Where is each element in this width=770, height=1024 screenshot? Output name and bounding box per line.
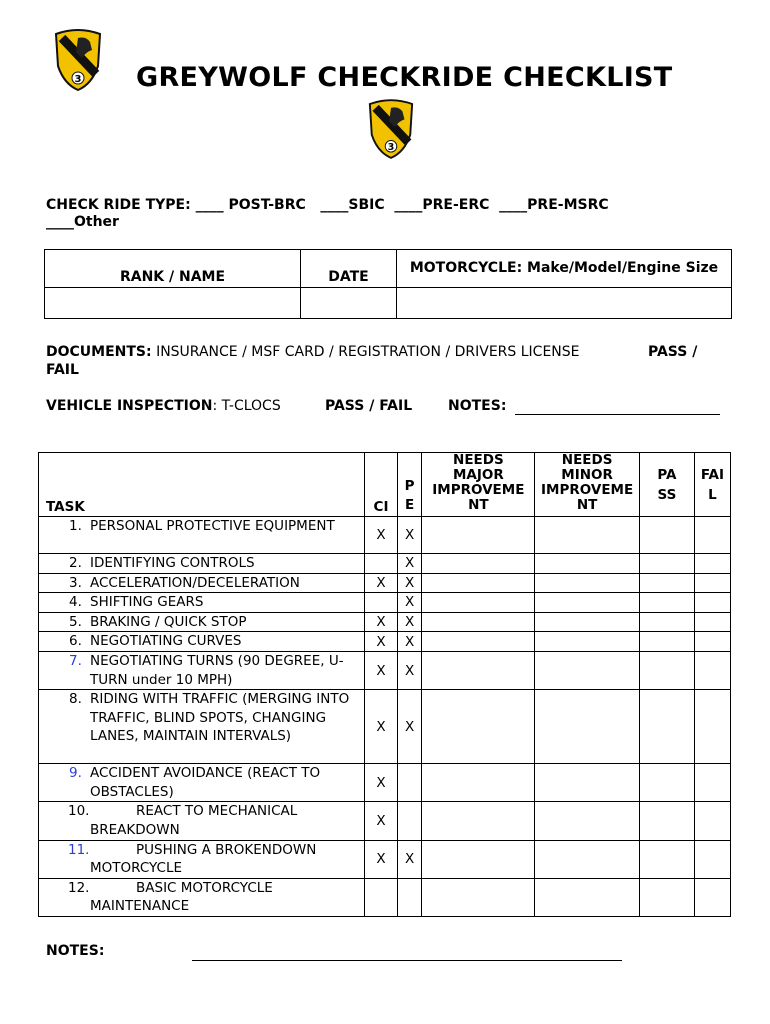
- page-title: GREYWOLF CHECKRIDE CHECKLIST: [136, 62, 673, 93]
- major-improvement-cell[interactable]: [422, 517, 535, 554]
- svg-text:3: 3: [387, 142, 395, 154]
- pass-cell[interactable]: [639, 593, 694, 613]
- check-ride-type: [46, 197, 609, 213]
- ci-mark[interactable]: X: [365, 802, 397, 840]
- fail-cell[interactable]: [694, 802, 730, 840]
- ci-mark[interactable]: X: [365, 840, 397, 878]
- table-row: [39, 517, 731, 554]
- pe-mark[interactable]: [397, 878, 422, 916]
- task-text: PERSONAL PROTECTIVE EQUIPMENT: [90, 518, 335, 534]
- pass-cell[interactable]: [639, 878, 694, 916]
- table-row: [39, 612, 731, 632]
- major-improvement-cell[interactable]: [422, 612, 535, 632]
- task-number: 12.: [68, 879, 90, 896]
- task-text: SHIFTING GEARS: [90, 594, 204, 611]
- check-ride-label: CHECK RIDE TYPE:: [46, 197, 191, 213]
- task-number: 1.: [69, 518, 82, 534]
- documents-label: DOCUMENTS:: [46, 344, 152, 360]
- documents-result-fail[interactable]: FAIL: [46, 362, 79, 378]
- task-number: 5.: [69, 613, 82, 630]
- vehicle-inspection-result[interactable]: PASS / FAIL: [325, 398, 413, 414]
- table-row: [39, 593, 731, 613]
- pe-mark[interactable]: X: [397, 554, 422, 574]
- vehicle-inspection-text: T-CLOCS: [221, 398, 281, 414]
- svg-text:3: 3: [74, 74, 82, 85]
- task-cell: [39, 840, 365, 878]
- pass-cell[interactable]: [639, 612, 694, 632]
- minor-improvement-cell[interactable]: [535, 612, 640, 632]
- table-row: [39, 651, 731, 689]
- option-post-brc[interactable]: POST-BRC: [228, 197, 306, 213]
- task-number: 9.: [69, 765, 82, 782]
- ci-mark[interactable]: [365, 554, 397, 574]
- pass-header: PA SS: [639, 453, 694, 517]
- ci-mark[interactable]: X: [365, 632, 397, 652]
- pass-cell[interactable]: [639, 802, 694, 840]
- option-pre-msrc[interactable]: ____PRE-MSRC: [499, 197, 609, 213]
- info-table: [44, 249, 732, 319]
- vehicle-inspection-line: [46, 398, 281, 414]
- task-cell: [39, 612, 365, 632]
- task-cell: [39, 573, 365, 593]
- rank-name-header: RANK / NAME: [45, 250, 301, 288]
- fail-cell[interactable]: [694, 651, 730, 689]
- major-improvement-cell[interactable]: [422, 878, 535, 916]
- greywolf-patch-icon: [366, 98, 416, 160]
- task-cell: [39, 632, 365, 652]
- task-number: 2.: [69, 555, 82, 571]
- documents-text: INSURANCE / MSF CARD / REGISTRATION / DRIVERS LICENSE: [156, 344, 580, 360]
- ci-mark[interactable]: X: [365, 690, 397, 764]
- pe-mark[interactable]: X: [397, 840, 422, 878]
- major-improvement-cell[interactable]: [422, 593, 535, 613]
- ci-mark[interactable]: X: [365, 764, 397, 802]
- pass-cell[interactable]: [639, 573, 694, 593]
- task-number: 11.: [68, 841, 90, 858]
- task-text: BRAKING / QUICK STOP: [90, 613, 247, 630]
- major-improvement-header: NEEDS MAJOR IMPROVEME NT: [422, 453, 535, 517]
- table-row: [39, 878, 731, 916]
- task-cell: [39, 878, 365, 916]
- task-number: 10.: [68, 803, 90, 820]
- vehicle-notes-label: NOTES:: [448, 398, 507, 414]
- task-number: 7.: [69, 652, 82, 669]
- fail-cell[interactable]: [694, 764, 730, 802]
- greywolf-patch-icon: [52, 28, 104, 92]
- minor-improvement-cell[interactable]: [535, 878, 640, 916]
- rank-name-field[interactable]: [45, 288, 301, 319]
- minor-improvement-header: NEEDS MINOR IMPROVEME NT: [535, 453, 640, 517]
- pe-mark[interactable]: X: [397, 612, 422, 632]
- table-row: [39, 573, 731, 593]
- task-cell: [39, 554, 365, 574]
- table-row: [39, 802, 731, 840]
- task-header: TASK: [39, 453, 365, 517]
- task-text: RIDING WITH TRAFFIC (MERGING INTO TRAFFIC, BLIND SPOTS, CHANGING LANES, MAINTAIN INTERVALS): [90, 691, 350, 745]
- major-improvement-cell[interactable]: [422, 764, 535, 802]
- task-table: [38, 452, 731, 917]
- vehicle-colon: :: [212, 398, 218, 414]
- task-cell: [39, 593, 365, 613]
- table-row: [39, 764, 731, 802]
- task-text: ACCIDENT AVOIDANCE (REACT TO OBSTACLES): [90, 765, 321, 800]
- major-improvement-cell[interactable]: [422, 840, 535, 878]
- minor-improvement-cell[interactable]: [535, 840, 640, 878]
- task-cell: [39, 764, 365, 802]
- task-text: PUSHING A BROKENDOWN MOTORCYCLE: [90, 841, 317, 877]
- fail-cell[interactable]: [694, 878, 730, 916]
- ci-mark[interactable]: [365, 878, 397, 916]
- option-other[interactable]: ____Other: [46, 214, 119, 230]
- pe-mark[interactable]: X: [397, 651, 422, 689]
- notes-label: NOTES:: [46, 943, 105, 959]
- minor-improvement-cell[interactable]: [535, 651, 640, 689]
- ci-mark[interactable]: X: [365, 651, 397, 689]
- task-number: 4.: [69, 594, 82, 611]
- task-text: ACCELERATION/DECELERATION: [90, 574, 300, 591]
- major-improvement-cell[interactable]: [422, 802, 535, 840]
- pe-mark[interactable]: X: [397, 573, 422, 593]
- notes-field[interactable]: [192, 946, 622, 961]
- task-cell: [39, 690, 365, 764]
- pass-cell[interactable]: [639, 554, 694, 574]
- minor-improvement-cell[interactable]: [535, 517, 640, 554]
- fail-cell[interactable]: [694, 690, 730, 764]
- date-header: DATE: [301, 250, 397, 288]
- task-number: 3.: [69, 574, 82, 591]
- pe-mark[interactable]: X: [397, 632, 422, 652]
- pass-cell[interactable]: [639, 651, 694, 689]
- motorcycle-field[interactable]: [397, 288, 732, 319]
- task-cell: [39, 651, 365, 689]
- minor-improvement-cell[interactable]: [535, 632, 640, 652]
- fail-cell[interactable]: [694, 612, 730, 632]
- pass-cell[interactable]: [639, 517, 694, 554]
- ci-mark[interactable]: X: [365, 573, 397, 593]
- pe-mark[interactable]: [397, 802, 422, 840]
- fail-cell[interactable]: [694, 573, 730, 593]
- fail-cell[interactable]: [694, 517, 730, 554]
- table-row: [39, 840, 731, 878]
- date-field[interactable]: [301, 288, 397, 319]
- task-number: 6.: [69, 633, 82, 650]
- option-pre-erc[interactable]: ____PRE-ERC: [394, 197, 490, 213]
- table-row: [39, 554, 731, 574]
- check-ride-blank[interactable]: ____: [195, 197, 224, 213]
- major-improvement-cell[interactable]: [422, 554, 535, 574]
- fail-cell[interactable]: [694, 554, 730, 574]
- documents-line: [46, 344, 580, 360]
- table-row: [39, 690, 731, 764]
- major-improvement-cell[interactable]: [422, 632, 535, 652]
- major-improvement-cell[interactable]: [422, 690, 535, 764]
- pass-cell[interactable]: [639, 764, 694, 802]
- option-sbic[interactable]: ____SBIC: [320, 197, 385, 213]
- minor-improvement-cell[interactable]: [535, 802, 640, 840]
- ci-mark[interactable]: [365, 593, 397, 613]
- task-number: 8.: [69, 691, 82, 708]
- major-improvement-cell[interactable]: [422, 573, 535, 593]
- fail-cell[interactable]: [694, 632, 730, 652]
- task-text: NEGOTIATING TURNS (90 DEGREE, U-TURN under 10 MPH): [90, 652, 344, 688]
- minor-improvement-cell[interactable]: [535, 573, 640, 593]
- pe-header: P E: [397, 453, 422, 517]
- major-improvement-cell[interactable]: [422, 651, 535, 689]
- minor-improvement-cell[interactable]: [535, 764, 640, 802]
- pe-mark[interactable]: X: [397, 690, 422, 764]
- fail-cell[interactable]: [694, 840, 730, 878]
- pass-cell[interactable]: [639, 840, 694, 878]
- motorcycle-header: MOTORCYCLE: Make/Model/Engine Size: [397, 250, 732, 288]
- pass-cell[interactable]: [639, 690, 694, 764]
- pass-cell[interactable]: [639, 632, 694, 652]
- minor-improvement-cell[interactable]: [535, 690, 640, 764]
- pe-mark[interactable]: [397, 764, 422, 802]
- fail-cell[interactable]: [694, 593, 730, 613]
- pe-mark[interactable]: X: [397, 517, 422, 554]
- minor-improvement-cell[interactable]: [535, 593, 640, 613]
- task-text: NEGOTIATING CURVES: [90, 633, 242, 650]
- task-text: BASIC MOTORCYCLE MAINTENANCE: [90, 879, 273, 915]
- ci-mark[interactable]: X: [365, 517, 397, 554]
- documents-result[interactable]: PASS /: [648, 344, 698, 360]
- vehicle-inspection-label: VEHICLE INSPECTION: [46, 398, 213, 414]
- task-text: IDENTIFYING CONTROLS: [90, 555, 255, 571]
- minor-improvement-cell[interactable]: [535, 554, 640, 574]
- ci-mark[interactable]: X: [365, 612, 397, 632]
- table-row: [39, 632, 731, 652]
- task-cell: [39, 802, 365, 840]
- task-text: REACT TO MECHANICAL BREAKDOWN: [90, 803, 298, 838]
- vehicle-notes-field[interactable]: [515, 401, 720, 415]
- pe-mark[interactable]: X: [397, 593, 422, 613]
- fail-header: FAI L: [694, 453, 730, 517]
- ci-header: CI: [365, 453, 397, 517]
- task-cell: [39, 517, 365, 554]
